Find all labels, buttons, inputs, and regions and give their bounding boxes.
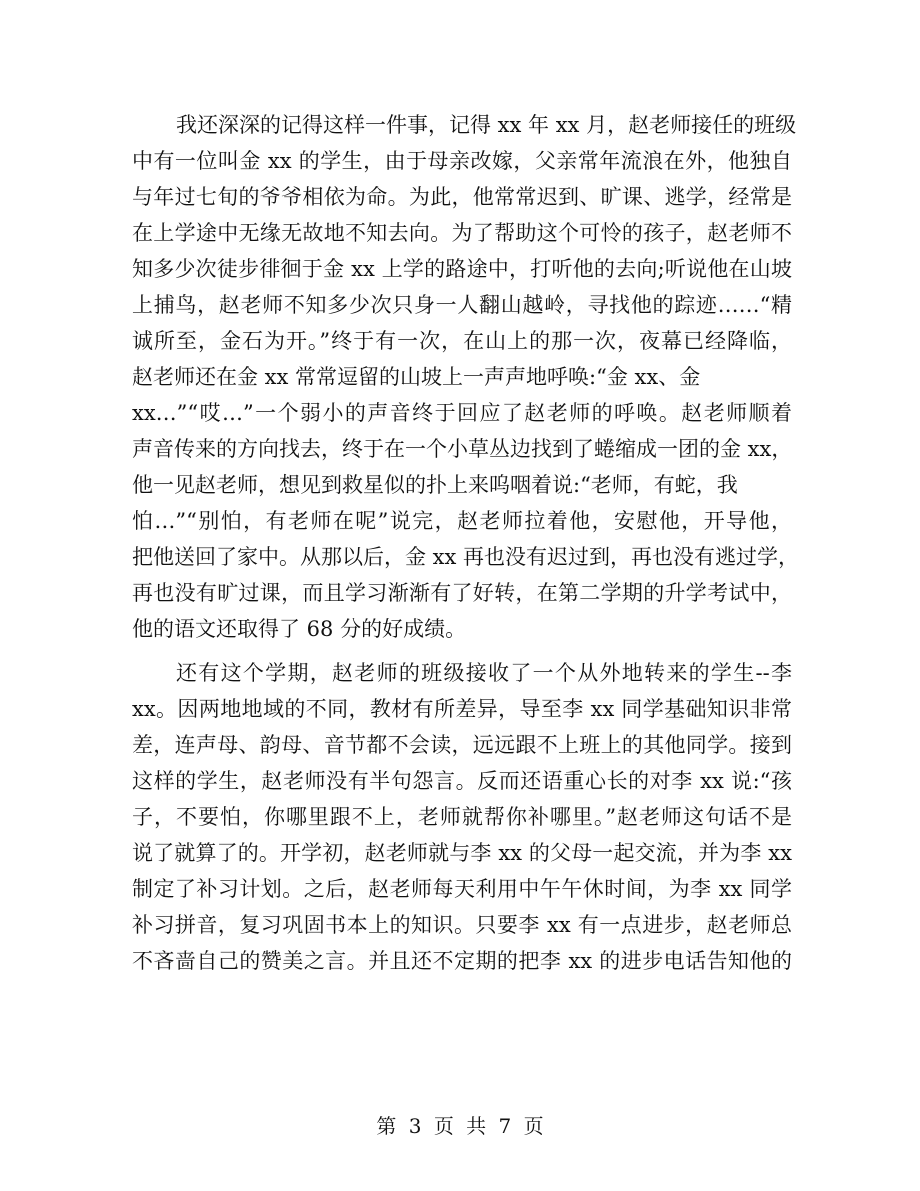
text-line: 他一见赵老师，想见到救星似的扑上来呜咽着说:“老师，有蛇，我 bbox=[132, 473, 738, 497]
text-line: 把他送回了家中。从那以后，金 xx 再也没有迟过到，再也没有逃过学， bbox=[132, 545, 800, 569]
text-line: xx…”“哎…”一个弱小的声音终于回应了赵老师的呼唤。赵老师顺着 bbox=[132, 401, 792, 425]
text-line: 中有一位叫金 xx 的学生，由于母亲改嫁，父亲常年流浪在外，他独自 bbox=[132, 149, 792, 173]
text-line: xx。因两地地域的不同，教材有所差异，导至李 xx 同学基础知识非常 bbox=[132, 697, 792, 721]
text-line: 不吝啬自己的赞美之言。并且还不定期的把李 xx 的进步电话告知他的 bbox=[132, 949, 792, 973]
text-line: 我还深深的记得这样一件事，记得 xx 年 xx 月，赵老师接任的班级 bbox=[176, 113, 797, 137]
page-number-footer: 第 3 页 共 7 页 bbox=[376, 1114, 544, 1138]
text-line: 诚所至，金石为开。”终于有一次，在山上的那一次，夜幕已经降临， bbox=[132, 329, 792, 353]
text-line: 他的语文还取得了 68 分的好成绩。 bbox=[132, 617, 467, 641]
body-text bbox=[132, 107, 800, 979]
text-line: 与年过七旬的爷爷相依为命。为此，他常常迟到、旷课、逃学，经常是 bbox=[132, 185, 792, 209]
paragraph-spacer bbox=[132, 647, 792, 655]
text-line: 这样的学生，赵老师没有半句怨言。反而还语重心长的对李 xx 说:“孩 bbox=[132, 769, 792, 793]
text-line: 制定了补习计划。之后，赵老师每天利用中午午休时间，为李 xx 同学 bbox=[132, 877, 792, 901]
text-line: 怕…”“别怕，有老师在呢”说完，赵老师拉着他，安慰他，开导他， bbox=[132, 509, 792, 533]
text-line: 说了就算了的。开学初，赵老师就与李 xx 的父母一起交流，并为李 xx bbox=[132, 841, 792, 865]
text-line: 知多少次徒步徘徊于金 xx 上学的路途中，打听他的去向;听说他在山坡 bbox=[132, 257, 792, 281]
text-line: 差，连声母、韵母、音节都不会读，远远跟不上班上的其他同学。接到 bbox=[132, 733, 792, 757]
text-line: 还有这个学期，赵老师的班级接收了一个从外地转来的学生--李 bbox=[176, 661, 792, 685]
text-line: 声音传来的方向找去，终于在一个小草丛边找到了蜷缩成一团的金 xx， bbox=[132, 437, 793, 461]
text-line: 赵老师还在金 xx 常常逗留的山坡上一声声地呼唤:“金 xx、金 bbox=[132, 365, 701, 389]
text-line: 再也没有旷过课，而且学习渐渐有了好转，在第二学期的升学考试中， bbox=[132, 581, 792, 605]
paragraph-2 bbox=[132, 655, 792, 979]
text-line: 补习拼音，复习巩固书本上的知识。只要李 xx 有一点进步，赵老师总 bbox=[132, 913, 792, 937]
text-line: 在上学途中无缘无故地不知去向。为了帮助这个可怜的孩子，赵老师不 bbox=[132, 221, 792, 245]
text-line: 子，不要怕，你哪里跟不上，老师就帮你补哪里。”赵老师这句话不是 bbox=[132, 805, 792, 829]
paragraph-1 bbox=[132, 107, 800, 647]
text-line: 上捕鸟，赵老师不知多少次只身一人翻山越岭，寻找他的踪迹……“精 bbox=[132, 293, 792, 317]
